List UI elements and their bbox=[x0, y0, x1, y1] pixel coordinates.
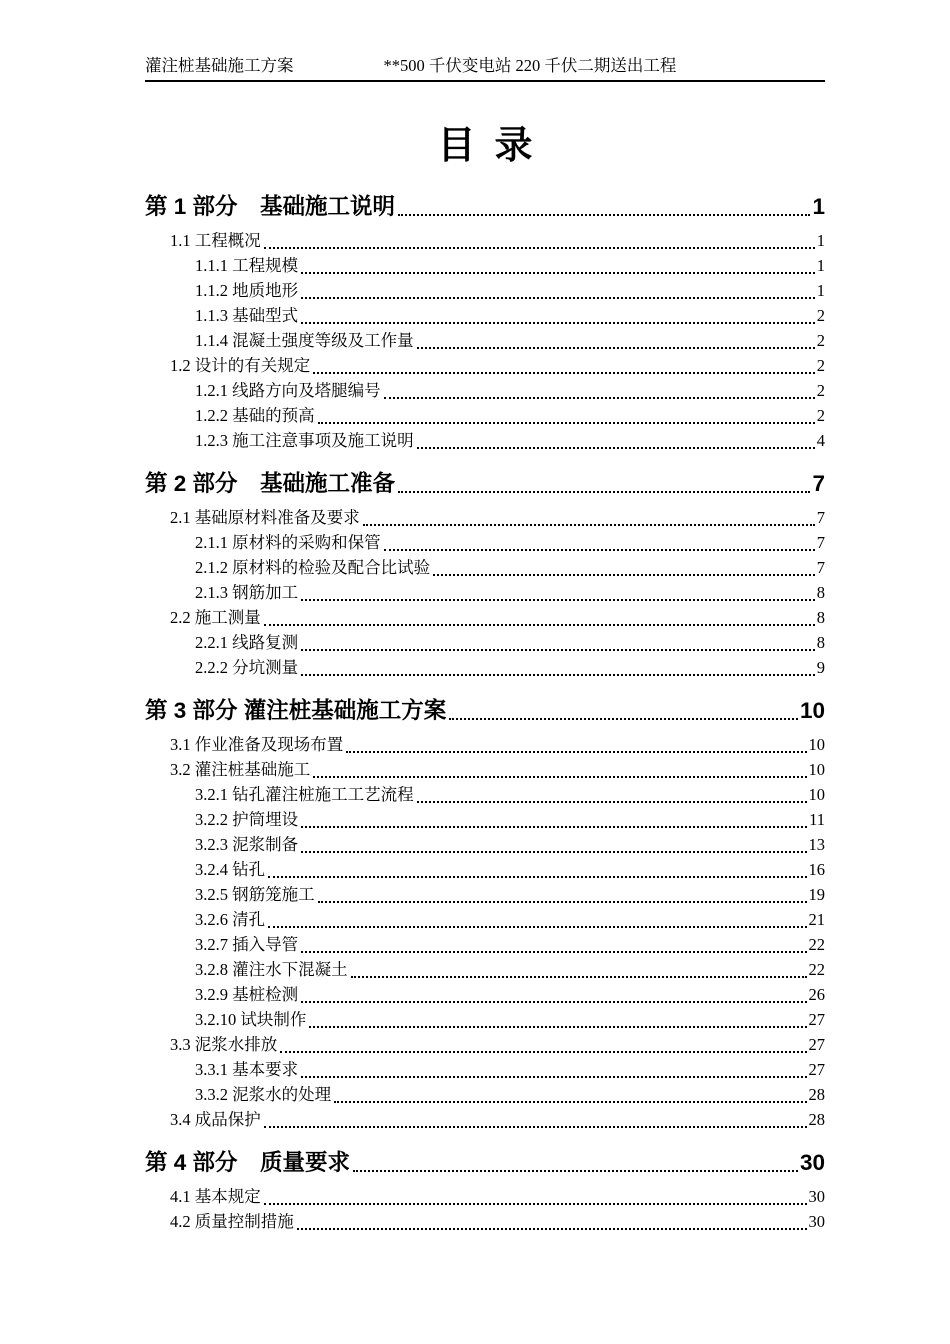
toc-entry-page-number: 21 bbox=[808, 910, 825, 929]
toc-entry-label: 第 4 部分 质量要求 bbox=[145, 1150, 351, 1175]
toc-entry[interactable] bbox=[145, 303, 825, 328]
toc-title: 目 录 bbox=[437, 125, 533, 167]
toc-entry-page-number: 19 bbox=[808, 885, 825, 904]
toc-entry-label: 2.1.3 钢筋加工 bbox=[195, 583, 299, 602]
toc-entry[interactable] bbox=[145, 732, 825, 757]
toc-entry-label: 3.2 灌注桩基础施工 bbox=[170, 760, 311, 779]
toc-entry-page-number: 7 bbox=[812, 471, 825, 496]
toc-entry[interactable] bbox=[145, 882, 825, 907]
toc-entry[interactable] bbox=[145, 468, 825, 499]
dot-leader bbox=[280, 1051, 806, 1053]
toc-entry[interactable] bbox=[145, 403, 825, 428]
toc-entry-label: 3.4 成品保护 bbox=[170, 1110, 261, 1129]
toc-entry-page-number: 8 bbox=[816, 633, 825, 652]
dot-leader bbox=[417, 447, 815, 449]
dot-leader bbox=[264, 1126, 807, 1128]
toc-entry[interactable] bbox=[145, 1107, 825, 1132]
dot-leader bbox=[264, 1203, 807, 1205]
toc-entry-label: 1.1.4 混凝土强度等级及工作量 bbox=[195, 331, 414, 350]
toc-entry-label: 3.2.2 护筒埋设 bbox=[195, 810, 299, 829]
dot-leader bbox=[264, 624, 815, 626]
toc-entry-label: 2.2 施工测量 bbox=[170, 608, 261, 627]
toc-entry-page-number: 10 bbox=[799, 698, 825, 723]
toc-entry-page-number: 7 bbox=[816, 508, 825, 527]
toc-entry-page-number: 27 bbox=[808, 1035, 825, 1054]
toc-entry-page-number: 30 bbox=[799, 1150, 825, 1175]
toc-entry-label: 2.1.2 原材料的检验及配合比试验 bbox=[195, 558, 431, 577]
toc-entry-page-number: 2 bbox=[816, 331, 825, 350]
toc-entry-page-number: 2 bbox=[816, 381, 825, 400]
toc-entry[interactable] bbox=[145, 1209, 825, 1234]
toc-entry-label: 2.1 基础原材料准备及要求 bbox=[170, 508, 360, 527]
toc-entry-label: 1.2.3 施工注意事项及施工说明 bbox=[195, 431, 414, 450]
toc-entry-label: 第 1 部分 基础施工说明 bbox=[145, 194, 396, 219]
toc-entry-page-number: 8 bbox=[816, 583, 825, 602]
dot-leader bbox=[297, 1228, 807, 1230]
toc-entry-page-number: 7 bbox=[816, 558, 825, 577]
dot-leader bbox=[301, 851, 806, 853]
dot-leader bbox=[346, 751, 806, 753]
toc-entry-label: 1.1.3 基础型式 bbox=[195, 306, 299, 325]
toc-entry-page-number: 4 bbox=[816, 431, 825, 450]
toc-entry-page-number: 1 bbox=[812, 194, 825, 219]
toc-entry-page-number: 9 bbox=[816, 658, 825, 677]
toc-entry-page-number: 1 bbox=[816, 231, 825, 250]
dot-leader bbox=[417, 801, 807, 803]
toc-entry-page-number: 10 bbox=[808, 785, 825, 804]
toc-entry[interactable] bbox=[145, 1184, 825, 1209]
dot-leader bbox=[301, 826, 807, 828]
dot-leader bbox=[398, 214, 810, 216]
toc-entry-label: 4.1 基本规定 bbox=[170, 1187, 261, 1206]
toc-entry[interactable] bbox=[145, 580, 825, 605]
toc-entry-label: 3.2.4 钻孔 bbox=[195, 860, 266, 879]
toc-entry-page-number: 1 bbox=[816, 281, 825, 300]
dot-leader bbox=[318, 901, 807, 903]
toc-entry-page-number: 2 bbox=[816, 306, 825, 325]
toc-entry[interactable] bbox=[145, 807, 825, 832]
toc-entry-page-number: 8 bbox=[816, 608, 825, 627]
toc-entry-label: 3.1 作业准备及现场布置 bbox=[170, 735, 344, 754]
toc-entry[interactable] bbox=[145, 1057, 825, 1082]
toc-entry-page-number: 13 bbox=[808, 835, 825, 854]
toc-entry-page-number: 2 bbox=[816, 356, 825, 375]
dot-leader bbox=[353, 1170, 798, 1172]
toc-entry-page-number: 30 bbox=[808, 1212, 825, 1231]
toc-entry[interactable] bbox=[145, 630, 825, 655]
toc-entry[interactable] bbox=[145, 1007, 825, 1032]
toc-entry-page-number: 26 bbox=[808, 985, 825, 1004]
toc-entry-page-number: 10 bbox=[808, 735, 825, 754]
toc-entry-label: 1.2 设计的有关规定 bbox=[170, 356, 311, 375]
toc-entry-label: 3.3 泥浆水排放 bbox=[170, 1035, 278, 1054]
toc-entry[interactable] bbox=[145, 1032, 825, 1057]
toc-entry-label: 3.2.6 清孔 bbox=[195, 910, 266, 929]
dot-leader bbox=[301, 674, 815, 676]
toc-entry[interactable] bbox=[145, 1082, 825, 1107]
dot-leader bbox=[301, 322, 815, 324]
toc-entry[interactable] bbox=[145, 832, 825, 857]
toc-entry-label: 3.3.1 基本要求 bbox=[195, 1060, 299, 1079]
dot-leader bbox=[309, 1026, 806, 1028]
toc-entry-label: 4.2 质量控制措施 bbox=[170, 1212, 294, 1231]
toc-entry[interactable] bbox=[145, 605, 825, 630]
toc-entry-label: 1.1.1 工程规模 bbox=[195, 256, 299, 275]
toc-entry-page-number: 27 bbox=[808, 1060, 825, 1079]
dot-leader bbox=[433, 574, 815, 576]
dot-leader bbox=[301, 599, 815, 601]
toc-entry[interactable] bbox=[145, 932, 825, 957]
toc-entry-label: 3.2.3 泥浆制备 bbox=[195, 835, 299, 854]
toc-entry[interactable] bbox=[145, 757, 825, 782]
toc-entry-label: 1.2.1 线路方向及塔腿编号 bbox=[195, 381, 381, 400]
toc-entry-label: 2.1.1 原材料的采购和保管 bbox=[195, 533, 381, 552]
toc-entry-page-number: 7 bbox=[816, 533, 825, 552]
toc-entry-label: 1.1.2 地质地形 bbox=[195, 281, 299, 300]
toc-entry-label: 1.1 工程概况 bbox=[170, 231, 261, 250]
dot-leader bbox=[301, 297, 815, 299]
dot-leader bbox=[301, 1076, 806, 1078]
dot-leader bbox=[384, 397, 815, 399]
toc-entry[interactable] bbox=[145, 253, 825, 278]
dot-leader bbox=[268, 926, 806, 928]
dot-leader bbox=[449, 718, 798, 720]
toc-entry[interactable] bbox=[145, 555, 825, 580]
toc-entry[interactable] bbox=[145, 228, 825, 253]
toc-entry[interactable] bbox=[145, 695, 825, 726]
toc-entry-label: 3.2.5 钢筋笼施工 bbox=[195, 885, 315, 904]
toc-entry-label: 3.3.2 泥浆水的处理 bbox=[195, 1085, 332, 1104]
toc-entry[interactable] bbox=[145, 1147, 825, 1178]
toc-entry-label: 3.2.7 插入导管 bbox=[195, 935, 299, 954]
toc-entry-page-number: 1 bbox=[816, 256, 825, 275]
toc-entry[interactable] bbox=[145, 857, 825, 882]
toc-entry-label: 3.2.8 灌注水下混凝土 bbox=[195, 960, 348, 979]
dot-leader bbox=[318, 422, 815, 424]
toc-entry[interactable] bbox=[145, 191, 825, 222]
toc-entry-page-number: 22 bbox=[808, 935, 825, 954]
dot-leader bbox=[313, 776, 806, 778]
dot-leader bbox=[301, 1001, 806, 1003]
dot-leader bbox=[264, 247, 815, 249]
dot-leader bbox=[268, 876, 806, 878]
page-header bbox=[145, 52, 825, 82]
toc-entry[interactable] bbox=[145, 378, 825, 403]
dot-leader bbox=[384, 549, 815, 551]
toc-entry[interactable] bbox=[145, 328, 825, 353]
toc-entry-page-number: 28 bbox=[808, 1085, 825, 1104]
toc-entry[interactable] bbox=[145, 505, 825, 530]
dot-leader bbox=[313, 372, 815, 374]
toc-entry[interactable] bbox=[145, 530, 825, 555]
header-project-name: **500 千伏变电站 220 千伏二期送出工程 bbox=[383, 56, 677, 75]
dot-leader bbox=[351, 976, 807, 978]
dot-leader bbox=[301, 951, 806, 953]
dot-leader bbox=[363, 524, 815, 526]
dot-leader bbox=[334, 1101, 806, 1103]
toc-entry[interactable] bbox=[145, 907, 825, 932]
dot-leader bbox=[301, 649, 815, 651]
toc-entry-page-number: 30 bbox=[808, 1187, 825, 1206]
toc-entry-page-number: 2 bbox=[816, 406, 825, 425]
toc-entry[interactable] bbox=[145, 428, 825, 453]
toc-entry-label: 3.2.9 基桩检测 bbox=[195, 985, 299, 1004]
dot-leader bbox=[398, 491, 810, 493]
toc-entry-label: 3.2.1 钻孔灌注桩施工工艺流程 bbox=[195, 785, 414, 804]
toc-entry-page-number: 10 bbox=[808, 760, 825, 779]
toc-entry-label: 1.2.2 基础的预高 bbox=[195, 406, 315, 425]
toc-entry-page-number: 11 bbox=[809, 810, 825, 829]
toc-entry-label: 3.2.10 试块制作 bbox=[195, 1010, 307, 1029]
header-doc-title: 灌注桩基础施工方案 bbox=[145, 56, 294, 75]
toc-list bbox=[145, 176, 825, 1234]
toc-entry-label: 2.2.2 分坑测量 bbox=[195, 658, 299, 677]
toc-entry[interactable] bbox=[145, 982, 825, 1007]
toc-entry-page-number: 28 bbox=[808, 1110, 825, 1129]
toc-entry-page-number: 27 bbox=[808, 1010, 825, 1029]
toc-entry-label: 第 2 部分 基础施工准备 bbox=[145, 471, 396, 496]
toc-entry[interactable] bbox=[145, 278, 825, 303]
toc-entry-label: 第 3 部分 灌注桩基础施工方案 bbox=[145, 698, 447, 723]
toc-entry-page-number: 16 bbox=[808, 860, 825, 879]
dot-leader bbox=[417, 347, 815, 349]
toc-entry[interactable] bbox=[145, 655, 825, 680]
toc-entry[interactable] bbox=[145, 957, 825, 982]
toc-entry-label: 2.2.1 线路复测 bbox=[195, 633, 299, 652]
toc-entry[interactable] bbox=[145, 353, 825, 378]
dot-leader bbox=[301, 272, 815, 274]
toc-entry[interactable] bbox=[145, 782, 825, 807]
toc-entry-page-number: 22 bbox=[808, 960, 825, 979]
